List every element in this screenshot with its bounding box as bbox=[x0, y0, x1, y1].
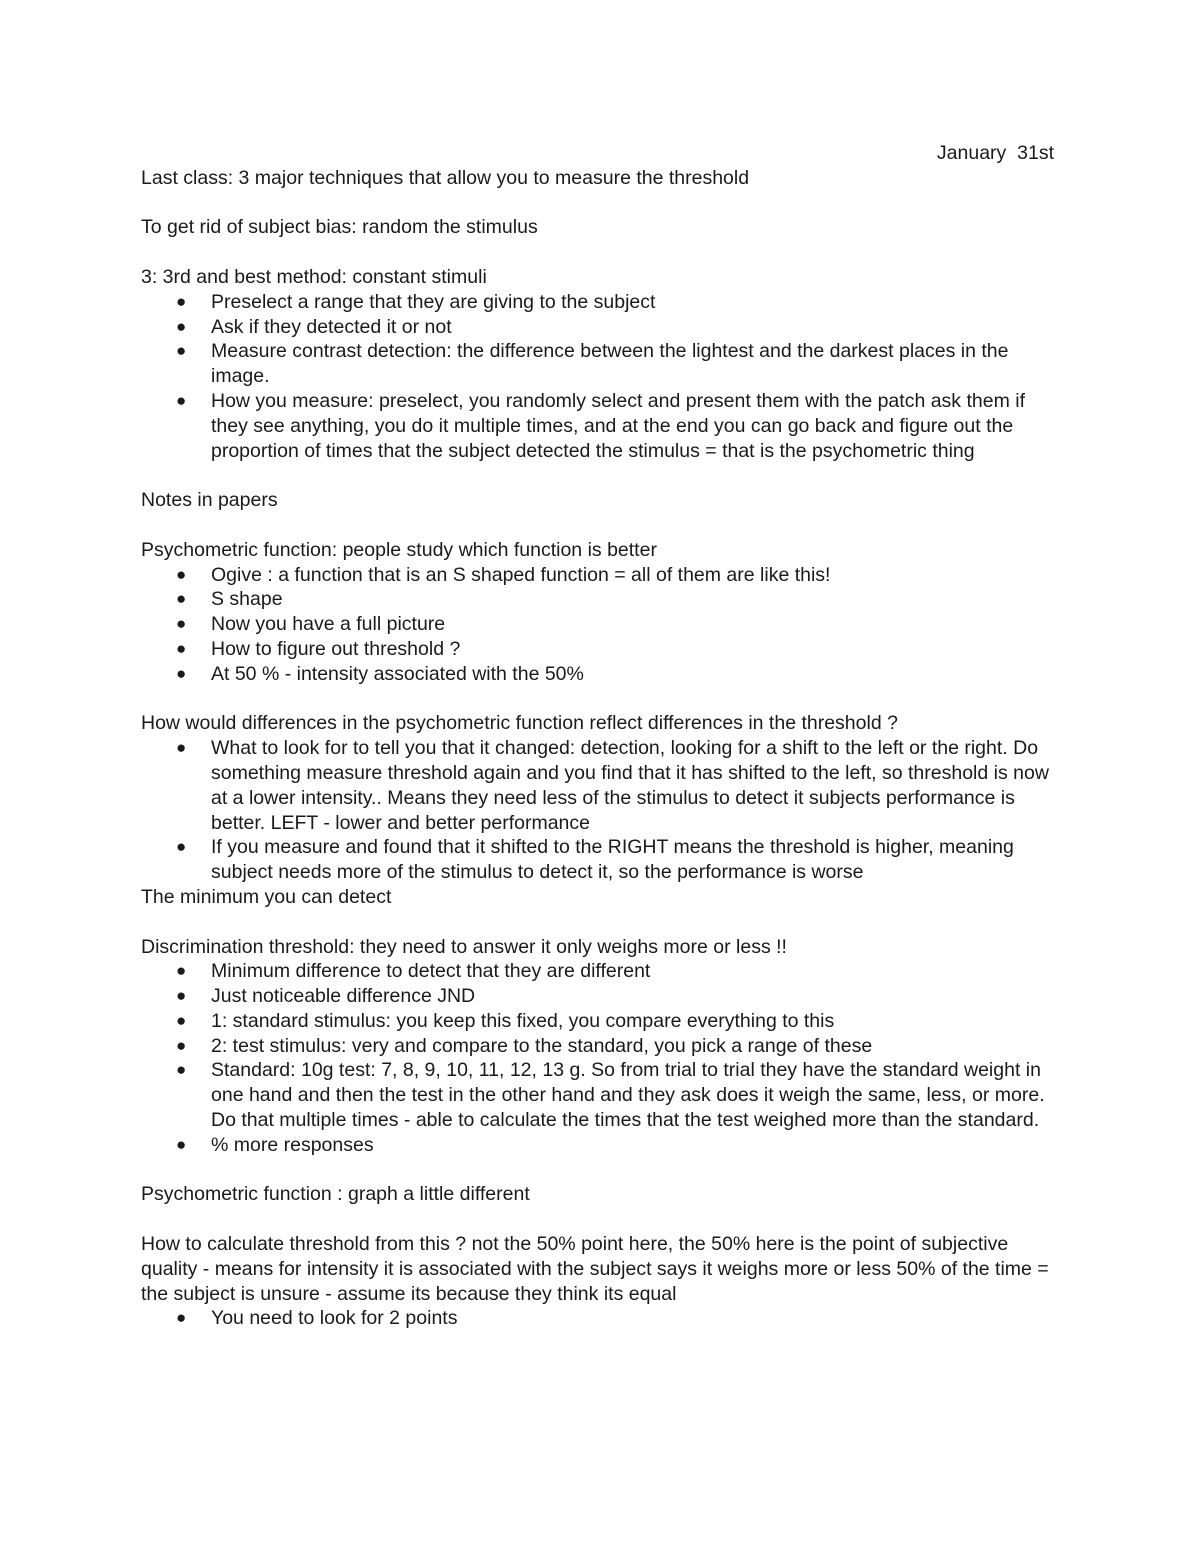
list-item bbox=[141, 662, 1066, 687]
list-item bbox=[141, 984, 1066, 1009]
bullet-icon: ● bbox=[176, 316, 187, 336]
bullet-icon: ● bbox=[176, 837, 187, 857]
bullet-icon: ● bbox=[176, 638, 187, 658]
blank-line bbox=[141, 463, 1066, 488]
bullet-icon: ● bbox=[176, 1010, 187, 1030]
list-item-text: % more responses bbox=[211, 1133, 374, 1156]
bullet-icon: ● bbox=[176, 1035, 187, 1055]
list-item bbox=[141, 315, 1066, 340]
paragraph: Last class: 3 major techniques that allow you to measure the threshold bbox=[141, 166, 750, 189]
list-item-text: Measure contrast detection: the difference between the lightest and the darkest places in the image. bbox=[211, 340, 1009, 388]
bullet-list bbox=[141, 1306, 1066, 1331]
list-item-text: You need to look for 2 points bbox=[211, 1307, 458, 1330]
list-item-text: What to look for to tell you that it changed: detection, looking for a shift to the left or the right. Do something measure threshold again and you find that it has shifted to the left, so threshold is now at a lower intensity.. Means they need less of the stimulus to detect it subjects performance is better. LEFT - lower and better performance bbox=[211, 737, 1049, 834]
bullet-icon: ● bbox=[176, 291, 187, 311]
bullet-icon: ● bbox=[176, 614, 187, 634]
list-item bbox=[141, 339, 1066, 389]
bullet-list bbox=[141, 563, 1066, 687]
list-item bbox=[141, 1133, 1066, 1158]
paragraph: How to calculate threshold from this ? not the 50% point here, the 50% here is the point of subjective quality - means for intensity it is associated with the subject says it weighs more or less 50% of the time = the subject is unsure - assume its because they think its equal bbox=[141, 1233, 1055, 1305]
bullet-icon: ● bbox=[176, 1308, 187, 1328]
list-item-text: Minimum difference to detect that they are different bbox=[211, 960, 651, 983]
list-item bbox=[141, 835, 1066, 885]
bullet-icon: ● bbox=[176, 390, 187, 410]
bullet-icon: ● bbox=[176, 589, 187, 609]
bullet-icon: ● bbox=[176, 738, 187, 758]
paragraph: 3: 3rd and best method: constant stimuli bbox=[141, 265, 487, 288]
bullet-list bbox=[141, 290, 1066, 464]
list-item-text: S shape bbox=[211, 588, 283, 611]
bullet-icon: ● bbox=[176, 663, 187, 683]
list-item bbox=[141, 1009, 1066, 1034]
date-heading: January 31st bbox=[936, 142, 1054, 164]
list-item bbox=[141, 1058, 1066, 1132]
blank-line bbox=[141, 240, 1066, 265]
list-item-text: 1: standard stimulus: you keep this fixed, you compare everything to this bbox=[211, 1009, 835, 1032]
list-item-text: Preselect a range that they are giving to the subject bbox=[211, 290, 656, 313]
paragraph: Psychometric function : graph a little different bbox=[141, 1183, 530, 1206]
list-item bbox=[141, 612, 1066, 637]
bullet-icon: ● bbox=[176, 1060, 187, 1080]
blank-line bbox=[141, 1158, 1066, 1183]
list-item bbox=[141, 389, 1066, 463]
blank-line bbox=[141, 1207, 1066, 1232]
list-item bbox=[141, 736, 1066, 835]
list-item bbox=[141, 959, 1066, 984]
list-item-text: 2: test stimulus: very and compare to the standard, you pick a range of these bbox=[211, 1034, 873, 1057]
blank-line bbox=[141, 513, 1066, 538]
list-item-text: At 50 % - intensity associated with the 50% bbox=[211, 662, 584, 685]
paragraph: The minimum you can detect bbox=[141, 885, 392, 908]
list-item bbox=[141, 290, 1066, 315]
list-item-text: Now you have a full picture bbox=[211, 613, 446, 636]
blank-line bbox=[141, 191, 1066, 216]
bullet-list bbox=[141, 959, 1066, 1157]
paragraph: Notes in papers bbox=[141, 489, 278, 512]
list-item bbox=[141, 1306, 1066, 1331]
list-item bbox=[141, 1034, 1066, 1059]
paragraph: To get rid of subject bias: random the stimulus bbox=[141, 216, 538, 239]
blank-line bbox=[141, 910, 1066, 935]
list-item-text: Ask if they detected it or not bbox=[211, 315, 452, 338]
list-item-text: Just noticeable difference JND bbox=[211, 985, 476, 1008]
document-body bbox=[141, 166, 1066, 1331]
paragraph: Psychometric function: people study which function is better bbox=[141, 538, 657, 561]
blank-line bbox=[141, 687, 1066, 712]
list-item bbox=[141, 637, 1066, 662]
bullet-icon: ● bbox=[176, 341, 187, 361]
list-item-text: Standard: 10g test: 7, 8, 9, 10, 11, 12, 13 g. So from trial to trial they have the standard weight in one hand and then the test in the other hand and they ask does it weigh the same, less, or more. Do that multiple times - able to calculate the times that the test weighed more than the standard. bbox=[211, 1059, 1045, 1132]
bullet-icon: ● bbox=[176, 564, 187, 584]
list-item bbox=[141, 563, 1066, 588]
bullet-list bbox=[141, 736, 1066, 885]
list-item-text: How to figure out threshold ? bbox=[211, 637, 461, 660]
bullet-icon: ● bbox=[176, 986, 187, 1006]
list-item-text: How you measure: preselect, you randomly select and present them with the patch ask them if they see anything, you do it multiple times, and at the end you can go back and figure out the proportion of times that the subject detected the stimulus = that is the psychometric thing bbox=[211, 389, 1025, 462]
bullet-icon: ● bbox=[176, 961, 187, 981]
paragraph: How would differences in the psychometric function reflect differences in the threshold ? bbox=[141, 712, 898, 735]
bullet-icon: ● bbox=[176, 1134, 187, 1154]
list-item bbox=[141, 587, 1066, 612]
list-item-text: If you measure and found that it shifted to the RIGHT means the threshold is higher, meaning subject needs more of the stimulus to detect it, so the performance is worse bbox=[211, 836, 1014, 884]
document-page bbox=[141, 141, 1066, 1331]
paragraph: Discrimination threshold: they need to answer it only weighs more or less !! bbox=[141, 935, 787, 958]
list-item-text: Ogive : a function that is an S shaped function = all of them are like this! bbox=[211, 563, 831, 586]
